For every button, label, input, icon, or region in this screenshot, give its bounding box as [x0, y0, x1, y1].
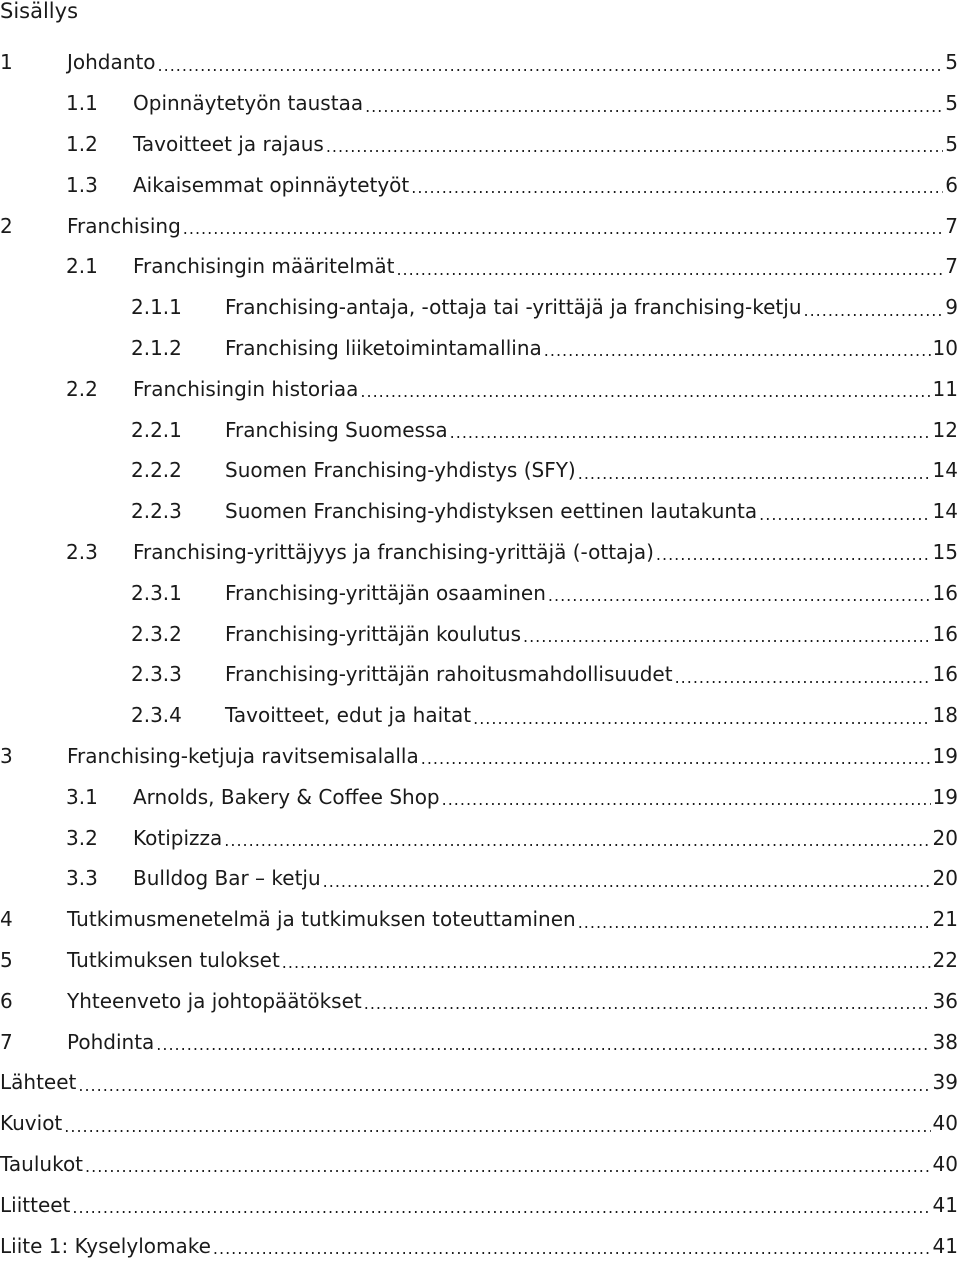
dot-leader — [156, 1035, 930, 1054]
toc-entry[interactable] — [0, 328, 960, 369]
toc-entry[interactable] — [0, 776, 960, 817]
toc-entry-title: Arnolds, Bakery & Coffee Shop — [133, 784, 440, 809]
toc-entry-title: Franchising liiketoimintamallina — [225, 335, 542, 360]
toc-entry-title: Suomen Franchising-yhdistys (SFY) — [225, 458, 576, 483]
toc-entry-page: 16 — [932, 621, 958, 646]
toc-entry-title: Tutkimusmenetelmä ja tutkimuksen toteuttaminen — [67, 907, 576, 932]
toc-entry[interactable] — [0, 613, 960, 654]
toc-entry-page: 14 — [932, 499, 958, 524]
toc-entry[interactable] — [0, 491, 960, 532]
toc-entry-number: 3.1 — [66, 784, 98, 809]
toc-entry-title: Franchisingin määritelmät — [133, 254, 395, 279]
toc-heading: Sisällys — [0, 0, 79, 23]
dot-leader — [323, 872, 931, 891]
toc-entry-title: Liitteet — [0, 1192, 71, 1217]
toc-entry-title: Tavoitteet ja rajaus — [133, 131, 324, 156]
toc-entry[interactable] — [0, 409, 960, 450]
toc-entry-page: 18 — [932, 703, 958, 728]
toc-entry-page: 6 — [945, 172, 958, 197]
toc-entry[interactable] — [0, 940, 960, 981]
dot-leader — [578, 913, 931, 932]
dot-leader — [183, 219, 943, 238]
toc-entry-page: 5 — [945, 131, 958, 156]
toc-entry-title: Johdanto — [67, 50, 156, 75]
toc-entry-title: Franchising-yrittäjän koulutus — [225, 621, 521, 646]
dot-leader — [72, 1198, 930, 1217]
toc-entry-number: 2.1.2 — [131, 335, 182, 360]
toc-entry-title: Franchising-antaja, -ottaja tai -yrittäjä ja franchising-ketju — [225, 295, 802, 320]
toc-entry-page: 7 — [945, 254, 958, 279]
toc-entry-title: Lähteet — [0, 1070, 77, 1095]
toc-entry-number: 2.1.1 — [131, 295, 182, 320]
toc-entry-title: Taulukot — [0, 1151, 84, 1176]
toc-entry-page: 22 — [932, 947, 958, 972]
toc-entry[interactable] — [0, 1021, 960, 1062]
toc-entry-number: 2 — [0, 213, 13, 238]
toc-entry-page: 10 — [932, 335, 958, 360]
toc-entry-page: 5 — [945, 50, 958, 75]
dot-leader — [411, 178, 943, 197]
dot-leader — [78, 1076, 930, 1095]
toc-entry-number: 2.2.2 — [131, 458, 182, 483]
toc-entry[interactable] — [0, 287, 960, 328]
dot-leader — [396, 260, 943, 279]
dot-leader — [282, 953, 931, 972]
toc-entry-number: 2.3 — [66, 539, 98, 564]
toc-entry-title: Bulldog Bar – ketju — [133, 866, 321, 891]
dot-leader — [365, 97, 943, 116]
dot-leader — [158, 56, 944, 75]
dot-leader — [64, 1117, 930, 1136]
toc-entry-number: 6 — [0, 988, 13, 1013]
toc-entry-number: 3.3 — [66, 866, 98, 891]
dot-leader — [85, 1157, 931, 1176]
toc-entry-title: Opinnäytetyön taustaa — [133, 91, 364, 116]
toc-entry[interactable] — [0, 164, 960, 205]
toc-entry-title: Franchising-yrittäjän rahoitusmahdollisuudet — [225, 662, 673, 687]
toc-entry[interactable] — [0, 1103, 960, 1144]
toc-entry-title: Franchising-yrittäjän osaaminen — [225, 580, 546, 605]
toc-entry-number: 2.2 — [66, 376, 98, 401]
dot-leader — [326, 137, 943, 156]
toc-entry[interactable] — [0, 42, 960, 83]
toc-entry-number: 1 — [0, 50, 13, 75]
toc-entry[interactable] — [0, 532, 960, 573]
toc-entry-title: Kotipizza — [133, 825, 223, 850]
toc-entry[interactable] — [0, 899, 960, 940]
toc-entry-title: Aikaisemmat opinnäytetyöt — [133, 172, 410, 197]
dot-leader — [442, 790, 931, 809]
toc-entry-title: Franchising-ketjuja ravitsemisalalla — [67, 743, 419, 768]
toc-entry-page: 5 — [945, 91, 958, 116]
toc-entry-number: 2.3.2 — [131, 621, 182, 646]
toc-entry-number: 2.3.3 — [131, 662, 182, 687]
toc-entry-page: 38 — [932, 1029, 958, 1054]
toc-entry[interactable] — [0, 83, 960, 124]
toc-entry-number: 4 — [0, 907, 13, 932]
toc-entry-page: 21 — [932, 907, 958, 932]
dot-leader — [656, 545, 931, 564]
toc-entry[interactable] — [0, 368, 960, 409]
toc-entry-page: 12 — [932, 417, 958, 442]
toc-entry[interactable] — [0, 695, 960, 736]
toc-entry-title: Liite 1: Kyselylomake — [0, 1233, 211, 1258]
toc-entry[interactable] — [0, 205, 960, 246]
toc-entry-page: 20 — [932, 825, 958, 850]
dot-leader — [421, 749, 931, 768]
toc-entry-page: 16 — [932, 580, 958, 605]
toc-entry-title: Franchisingin historiaa — [133, 376, 359, 401]
toc-entry-page: 39 — [932, 1070, 958, 1095]
toc-entry-number: 1.1 — [66, 91, 98, 116]
toc-entry[interactable] — [0, 124, 960, 165]
toc-entry-number: 7 — [0, 1029, 13, 1054]
toc-entry[interactable] — [0, 654, 960, 695]
toc-entry[interactable] — [0, 572, 960, 613]
toc-entry-title: Yhteenveto ja johtopäätökset — [67, 988, 362, 1013]
toc-entry-page: 16 — [932, 662, 958, 687]
toc-entry-page: 15 — [932, 539, 958, 564]
dot-leader — [548, 586, 931, 605]
toc-entry-page: 40 — [932, 1111, 958, 1136]
toc-entry-page: 36 — [932, 988, 958, 1013]
toc-entry-number: 2.2.1 — [131, 417, 182, 442]
toc-entry-page: 20 — [932, 866, 958, 891]
dot-leader — [804, 301, 944, 320]
toc-entry[interactable] — [0, 736, 960, 777]
dot-leader — [523, 627, 931, 646]
dot-leader — [759, 505, 930, 524]
toc-entry[interactable] — [0, 980, 960, 1021]
dot-leader — [578, 464, 931, 483]
toc-entry-page: 9 — [945, 295, 958, 320]
toc-entry-page: 40 — [932, 1151, 958, 1176]
toc-entry-page: 11 — [932, 376, 958, 401]
toc-entry[interactable] — [0, 1062, 960, 1103]
toc-entry-title: Suomen Franchising-yhdistyksen eettinen lautakunta — [225, 499, 758, 524]
dot-leader — [544, 341, 931, 360]
toc-entry-page: 41 — [932, 1192, 958, 1217]
toc-entry[interactable] — [0, 858, 960, 899]
dot-leader — [224, 831, 930, 850]
toc-entry-number: 3.2 — [66, 825, 98, 850]
toc-entry[interactable] — [0, 1144, 960, 1185]
dot-leader — [364, 994, 931, 1013]
toc-entry-title: Tutkimuksen tulokset — [67, 947, 280, 972]
toc-entry-page: 19 — [932, 743, 958, 768]
toc-entry-number: 3 — [0, 743, 13, 768]
toc-entry[interactable] — [0, 817, 960, 858]
toc-entry[interactable] — [0, 1184, 960, 1225]
toc-entry-title: Franchising Suomessa — [225, 417, 448, 442]
toc-entry-number: 1.3 — [66, 172, 98, 197]
toc-entry-page: 14 — [932, 458, 958, 483]
toc-entry[interactable] — [0, 450, 960, 491]
dot-leader — [213, 1239, 931, 1258]
toc-entry-title: Kuviot — [0, 1111, 63, 1136]
toc-entry-number: 5 — [0, 947, 13, 972]
toc-entry-title: Pohdinta — [67, 1029, 155, 1054]
toc-entry[interactable] — [0, 1225, 960, 1266]
toc-entry-number: 2.3.4 — [131, 703, 182, 728]
dot-leader — [675, 668, 931, 687]
toc-entry-title: Tavoitteet, edut ja haitat — [225, 703, 472, 728]
toc-entry-page: 7 — [945, 213, 958, 238]
toc-entry-page: 19 — [932, 784, 958, 809]
toc-entry-title: Franchising — [67, 213, 181, 238]
toc-entry-page: 41 — [932, 1233, 958, 1258]
dot-leader — [450, 423, 931, 442]
dot-leader — [473, 709, 930, 728]
toc-entry-number: 2.2.3 — [131, 499, 182, 524]
toc-entry[interactable] — [0, 246, 960, 287]
toc-entry-title: Franchising-yrittäjyys ja franchising-yrittäjä (-ottaja) — [133, 539, 654, 564]
toc-entry-number: 1.2 — [66, 131, 98, 156]
toc-entry-number: 2.1 — [66, 254, 98, 279]
dot-leader — [360, 382, 930, 401]
toc-entry-number: 2.3.1 — [131, 580, 182, 605]
